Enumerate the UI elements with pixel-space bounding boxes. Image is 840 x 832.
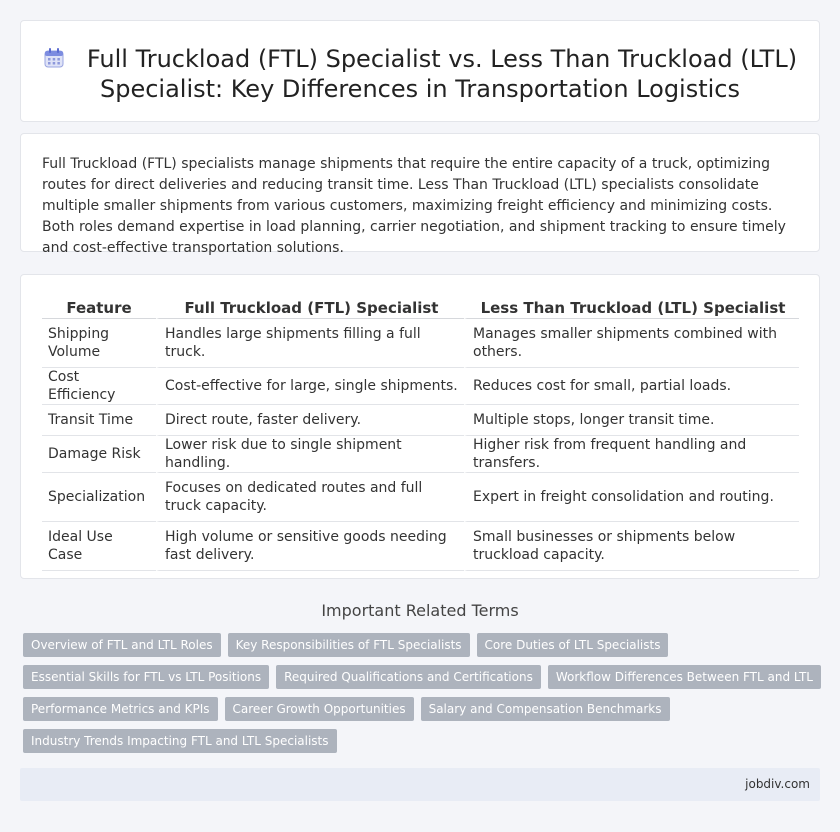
title-line-2: Specialist: Key Differences in Transportation Logistics xyxy=(99,75,741,103)
ftl-cell: Handles large shipments filling a full truck. xyxy=(156,319,464,368)
ftl-cell: Lower risk due to single shipment handling. xyxy=(156,436,464,473)
ftl-cell: Cost-effective for large, single shipments. xyxy=(156,368,464,405)
related-terms-title: Important Related Terms xyxy=(321,601,519,620)
page-title xyxy=(21,44,819,104)
feature-cell: Shipping Volume xyxy=(42,319,156,368)
table-row xyxy=(42,436,799,473)
calendar-icon xyxy=(43,46,65,68)
feature-cell: Cost Efficiency xyxy=(42,368,156,405)
header-feature: Feature xyxy=(42,296,156,319)
ltl-cell: Higher risk from frequent handling and transfers. xyxy=(464,436,799,473)
related-term-tag[interactable]: Salary and Compensation Benchmarks xyxy=(421,697,670,721)
table-row xyxy=(42,522,799,571)
ltl-cell: Small businesses or shipments below truckload capacity. xyxy=(464,522,799,571)
related-term-tag[interactable]: Overview of FTL and LTL Roles xyxy=(23,633,221,657)
header-ftl: Full Truckload (FTL) Specialist xyxy=(156,296,464,319)
related-term-tag[interactable]: Core Duties of LTL Specialists xyxy=(477,633,669,657)
table-row xyxy=(42,319,799,368)
ftl-cell: Focuses on dedicated routes and full truck capacity. xyxy=(156,473,464,522)
site-link[interactable]: jobdiv.com xyxy=(745,777,810,791)
header-ltl: Less Than Truckload (LTL) Specialist xyxy=(464,296,799,319)
related-term-tag[interactable]: Essential Skills for FTL vs LTL Positions xyxy=(23,665,269,689)
ltl-cell: Reduces cost for small, partial loads. xyxy=(464,368,799,405)
table-row xyxy=(42,368,799,405)
table-header-row xyxy=(42,296,799,319)
intro-card xyxy=(20,133,820,256)
intro-text: Full Truckload (FTL) specialists manage shipments that require the entire capacity of a truck, optimizing routes for direct deliveries and reducing transit time. Less Than Truckload (LTL) specialists consolidate multiple smaller shipments from various customers, maximizing freight efficiency and minimizing costs. Both roles demand expertise in load planning, carrier negotiation, and shipment tracking to ensure timely and cost-effective transportation solutions. xyxy=(42,156,786,256)
related-term-tag[interactable]: Workflow Differences Between FTL and LTL xyxy=(548,665,821,689)
ftl-cell: High volume or sensitive goods needing fast delivery. xyxy=(156,522,464,571)
related-term-tag[interactable]: Key Responsibilities of FTL Specialists xyxy=(228,633,470,657)
feature-cell: Specialization xyxy=(42,473,156,522)
title-card xyxy=(20,20,820,122)
ltl-cell: Multiple stops, longer transit time. xyxy=(464,405,799,436)
related-term-tag[interactable]: Required Qualifications and Certifications xyxy=(276,665,541,689)
feature-cell: Transit Time xyxy=(42,405,156,436)
related-term-tag[interactable]: Performance Metrics and KPIs xyxy=(23,697,218,721)
table-row xyxy=(42,405,799,436)
related-terms-list xyxy=(23,633,813,761)
comparison-table xyxy=(42,296,799,571)
comparison-card xyxy=(20,274,820,579)
title-line-1: Full Truckload (FTL) Specialist vs. Less Than Truckload (LTL) xyxy=(86,45,798,73)
ftl-cell: Direct route, faster delivery. xyxy=(156,405,464,436)
ltl-cell: Expert in freight consolidation and routing. xyxy=(464,473,799,522)
footer xyxy=(20,768,820,801)
feature-cell: Ideal Use Case xyxy=(42,522,156,571)
feature-cell: Damage Risk xyxy=(42,436,156,473)
related-term-tag[interactable]: Career Growth Opportunities xyxy=(225,697,414,721)
ltl-cell: Manages smaller shipments combined with others. xyxy=(464,319,799,368)
related-term-tag[interactable]: Industry Trends Impacting FTL and LTL Specialists xyxy=(23,729,337,753)
table-row xyxy=(42,473,799,522)
